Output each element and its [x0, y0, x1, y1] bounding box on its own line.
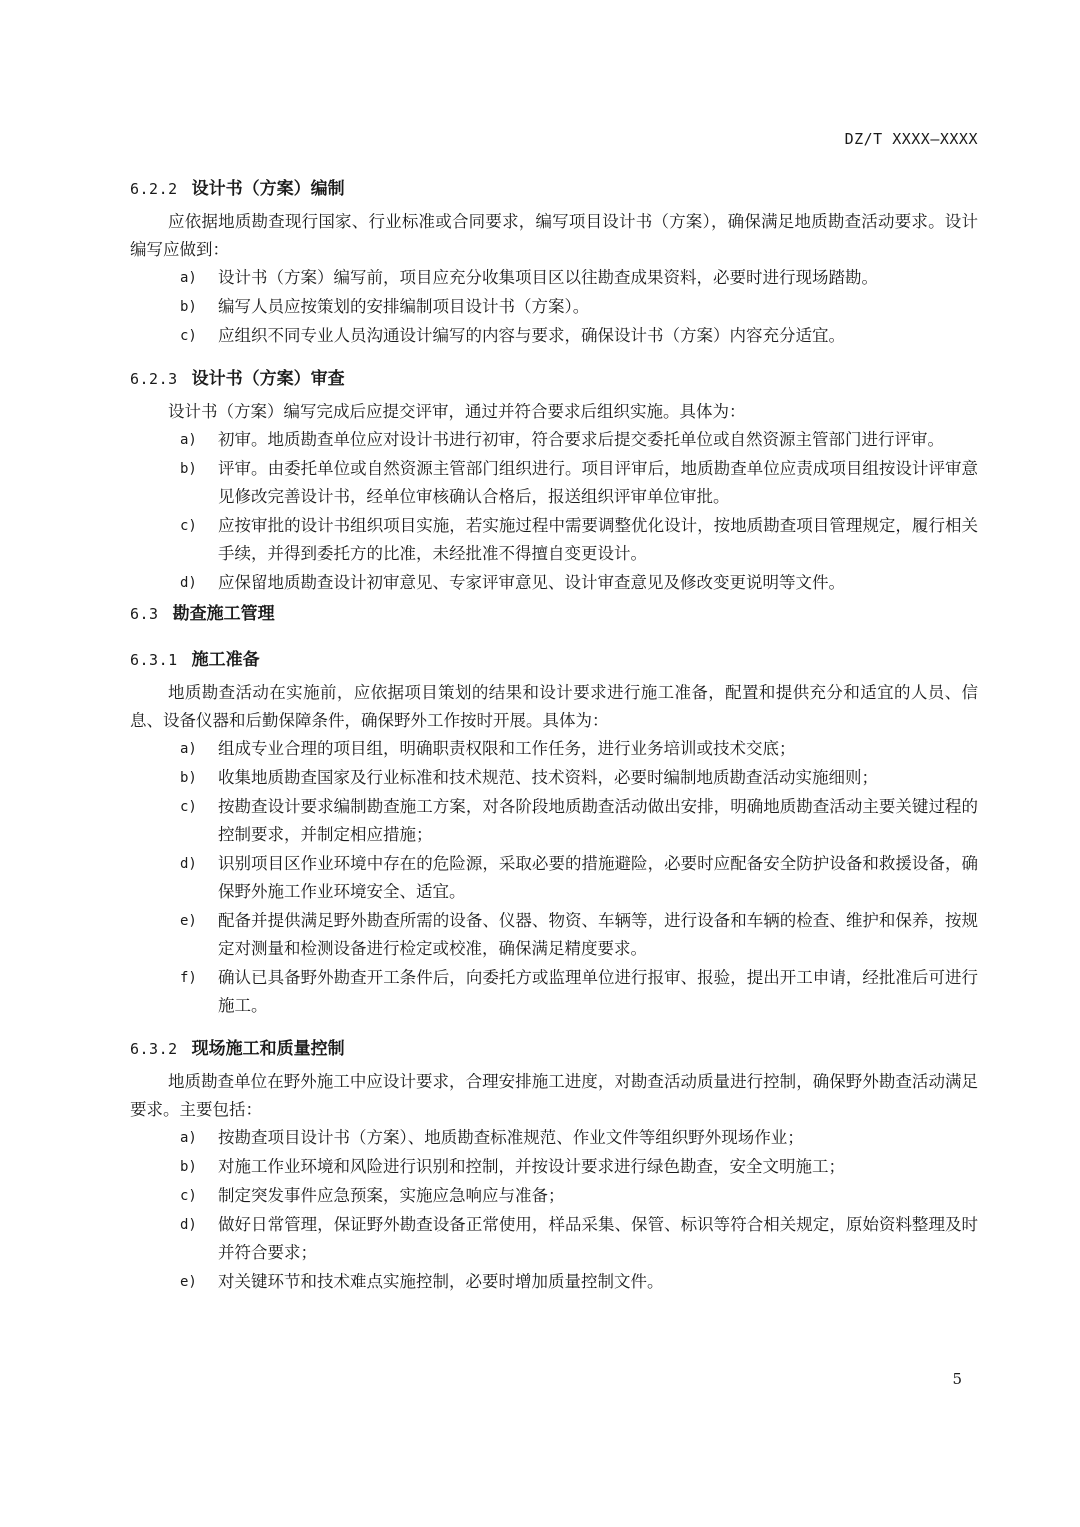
section-number: 6.3.1 [130, 651, 178, 669]
list-item [130, 764, 978, 792]
list-item-marker: d) [180, 1217, 197, 1233]
section-heading [130, 597, 978, 631]
list-item-marker: c) [180, 799, 197, 815]
list-item [130, 455, 978, 511]
section-title: 设计书（方案）编制 [191, 179, 345, 199]
list-item-marker: b) [180, 299, 197, 315]
list-item [130, 735, 978, 763]
section-heading [130, 1032, 978, 1066]
list-item [130, 1211, 978, 1267]
list-item-marker: b) [180, 461, 197, 477]
list-item-text: 组成专业合理的项目组，明确职责权限和工作任务，进行业务培训或技术交底； [218, 739, 796, 758]
list-item-text: 收集地质勘查国家及行业标准和技术规范、技术资料，必要时编制地质勘查活动实施细则； [218, 768, 878, 787]
section-intro-paragraph: 地质勘查单位在野外施工中应设计要求，合理安排施工进度，对勘查活动质量进行控制，确保野外勘查活动满足要求。主要包括： [130, 1072, 978, 1119]
list-item-marker: a) [180, 432, 197, 448]
list-item-marker: c) [180, 328, 197, 344]
section-number: 6.3 [130, 605, 159, 623]
section-heading [130, 643, 978, 677]
section-title: 现场施工和质量控制 [191, 1039, 345, 1059]
list-item [130, 850, 978, 906]
list-item [130, 264, 978, 292]
page-number: 5 [952, 1370, 962, 1388]
list-item-text: 编写人员应按策划的安排编制项目设计书（方案）。 [218, 297, 590, 316]
list-item-text: 设计书（方案）编写前，项目应充分收集项目区以往勘查成果资料，必要时进行现场踏勘。 [218, 268, 878, 287]
section-heading [130, 362, 978, 396]
list-item [130, 1182, 978, 1210]
list-item-marker: d) [180, 856, 197, 872]
list-item [130, 1268, 978, 1296]
list-item [130, 793, 978, 849]
list-item [130, 907, 978, 963]
document-body [130, 172, 978, 1296]
list-item [130, 322, 978, 350]
list-item-marker: e) [180, 913, 197, 929]
list-item-text: 初审。地质勘查单位应对设计书进行初审，符合要求后提交委托单位或自然资源主管部门进行评审。 [218, 430, 944, 449]
list-item-marker: d) [180, 575, 197, 591]
list-item-marker: a) [180, 1130, 197, 1146]
section-title: 设计书（方案）审查 [191, 369, 345, 389]
list-item-text: 按勘查项目设计书（方案）、地质勘查标准规范、作业文件等组织野外现场作业； [218, 1128, 804, 1147]
list-item-marker: c) [180, 518, 197, 534]
list-item-text: 确认已具备野外勘查开工条件后，向委托方或监理单位进行报审、报验，提出开工申请，经批准后可进行施工。 [218, 968, 978, 1015]
section-intro-paragraph: 设计书（方案）编写完成后应提交评审，通过并符合要求后组织实施。具体为： [168, 402, 746, 421]
list-item-text: 对施工作业环境和风险进行识别和控制，并按设计要求进行绿色勘查，安全文明施工； [218, 1157, 845, 1176]
list-item-text: 评审。由委托单位或自然资源主管部门组织进行。项目评审后，地质勘查单位应责成项目组按设计评审意见修改完善设计书，经单位审核确认合格后，报送组织评审单位审批。 [218, 459, 978, 506]
section-number: 6.2.2 [130, 180, 178, 198]
list-item-text: 按勘查设计要求编制勘查施工方案，对各阶段地质勘查活动做出安排，明确地质勘查活动主要关键过程的控制要求，并制定相应措施； [218, 797, 978, 844]
list-item-marker: f) [180, 970, 197, 986]
list-item-text: 制定突发事件应急预案，实施应急响应与准备； [218, 1186, 565, 1205]
list-item-text: 应保留地质勘查设计初审意见、专家评审意见、设计审查意见及修改变更说明等文件。 [218, 573, 845, 592]
list-item-marker: c) [180, 1188, 197, 1204]
list-item [130, 512, 978, 568]
list-item-text: 识别项目区作业环境中存在的危险源，采取必要的措施避险，必要时应配备安全防护设备和救援设备，确保野外施工作业环境安全、适宜。 [218, 854, 978, 901]
list-item-marker: b) [180, 770, 197, 786]
list-item-marker: b) [180, 1159, 197, 1175]
list-item-marker: e) [180, 1274, 197, 1290]
list-item-text: 应组织不同专业人员沟通设计编写的内容与要求，确保设计书（方案）内容充分适宜。 [218, 326, 845, 345]
list-item [130, 964, 978, 1020]
list-item [130, 1124, 978, 1152]
section-number: 6.3.2 [130, 1040, 178, 1058]
section-intro-paragraph: 地质勘查活动在实施前，应依据项目策划的结果和设计要求进行施工准备，配置和提供充分和适宜的人员、信息、设备仪器和后勤保障条件，确保野外工作按时开展。具体为： [130, 683, 978, 730]
list-item-marker: a) [180, 741, 197, 757]
section-title: 勘查施工管理 [172, 604, 275, 624]
list-item [130, 569, 978, 597]
list-item [130, 426, 978, 454]
section-number: 6.2.3 [130, 370, 178, 388]
list-item-text: 应按审批的设计书组织项目实施，若实施过程中需要调整优化设计，按地质勘查项目管理规定，履行相关手续，并得到委托方的比准，未经批准不得擅自变更设计。 [218, 516, 978, 563]
list-item [130, 293, 978, 321]
section-heading [130, 172, 978, 206]
list-item-text: 配备并提供满足野外勘查所需的设备、仪器、物资、车辆等，进行设备和车辆的检查、维护和保养，按规定对测量和检测设备进行检定或校准，确保满足精度要求。 [218, 911, 978, 958]
list-item-text: 对关键环节和技术难点实施控制，必要时增加质量控制文件。 [218, 1272, 664, 1291]
list-item [130, 1153, 978, 1181]
section-title: 施工准备 [191, 650, 260, 670]
list-item-marker: a) [180, 270, 197, 286]
section-intro-paragraph: 应依据地质勘查现行国家、行业标准或合同要求，编写项目设计书（方案），确保满足地质勘查活动要求。设计编写应做到： [130, 212, 978, 259]
list-item-text: 做好日常管理，保证野外勘查设备正常使用，样品采集、保管、标识等符合相关规定，原始资料整理及时并符合要求； [218, 1215, 978, 1262]
document-code: DZ/T XXXX—XXXX [844, 130, 978, 148]
